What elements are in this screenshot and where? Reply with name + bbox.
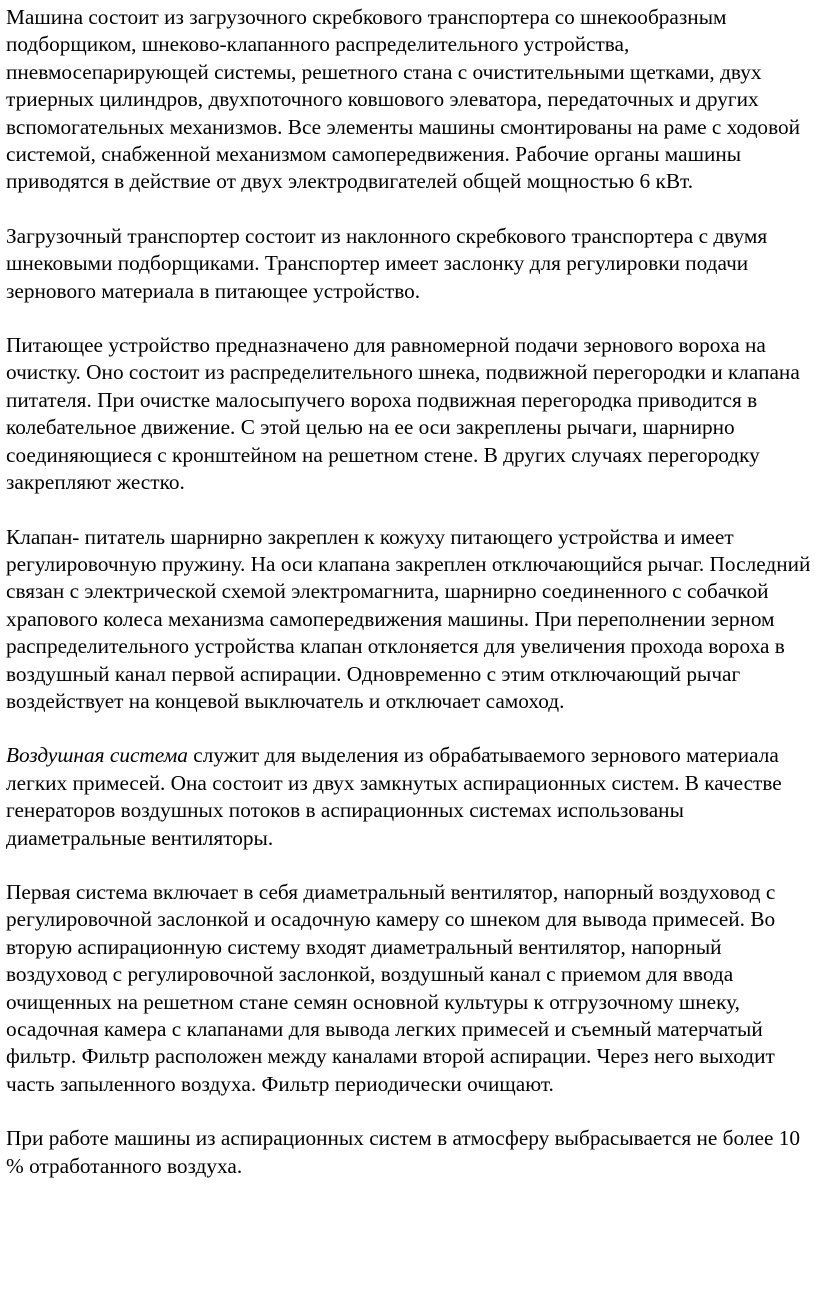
paragraph-loading-conveyor: Загрузочный транспортер состоит из наклонного скребкового транспортера с двумя шнековыми подборщиками. Транспортер имеет заслонку для регулировки подачи зернового материала в питающее устройство. [6, 223, 768, 303]
paragraph-exhaust-air: При работе машины из аспирационных систем в атмосферу выбрасывается не более 10 % отработанного воздуха. [6, 1126, 801, 1178]
paragraph-aspiration-systems: Первая система включает в себя диаметральный вентилятор, напорный воздуховод с регулировочной заслонкой и осадочную камеру со шнеком для вывода примесей. Во вторую аспирационную систему входят диаметральный вентилятор, напорный воздуховод с регулировочной заслонкой, воздушный канал с приемом для ввода очищенных на решетном стане семян основной культуры к отгрузочному шнеку, осадочная камера с клапанами для вывода легких примесей и съемный матерчатый фильтр. Фильтр расположен между каналами второй аспирации. Через него выходит часть запыленного воздуха. Фильтр периодически очищают. [6, 879, 776, 1096]
air-system-body: служит для выделения из обрабатываемого зернового материала легких примесей. Она состоит из двух замкнутых аспирационных систем. В качестве генераторов воздушных потоков в аспирационных системах использованы диаметральные вентиляторы. [6, 743, 782, 850]
paragraph-feeding-device: Питающее устройство предназначено для равномерной подачи зернового вороха на очистку. Оно состоит из распределительного шнека, подвижной перегородки и клапана питателя. При очистке малосыпучего вороха подвижная перегородка приводится в колебательное движение. С этой целью на ее оси закреплены рычаги, шарнирно соединяющиеся с кронштейном на решетном стене. В других случаях перегородку закрепляют жестко. [6, 333, 800, 495]
paragraph-air-system [6, 742, 812, 852]
air-system-term: Воздушная система [6, 743, 188, 768]
paragraph-machine-composition: Машина состоит из загрузочного скребкового транспортера со шнекообразным подборщиком, шнеково-клапанного распределительного устройства, пневмосепарирующей системы, решетного стана с очистительными щетками, двух триерных цилиндров, двухпоточного ковшового элеватора, передаточных и других вспомогательных механизмов. Все элементы машины смонтированы на раме с ходовой системой, снабженной механизмом самопередвижения. Рабочие органы машины приводятся в действие от двух электродвигателей общей мощностью 6 кВт. [6, 5, 801, 194]
paragraph-feeder-valve: Клапан- питатель шарнирно закреплен к кожуху питающего устройства и имеет регулировочную пружину. На оси клапана закреплен отключающийся рычаг. Последний связан с электрической схемой электромагнита, шарнирно соединенного с собачкой храпового колеса механизма самопередвижения машины. При переполнении зерном распределительного устройства клапан отклоняется для увеличения прохода вороха в воздушный канал первой аспирации. Одновременно с этим отключающий рычаг воздействует на концевой выключатель и отключает самоход. [6, 524, 811, 713]
document-page [6, 4, 812, 1180]
